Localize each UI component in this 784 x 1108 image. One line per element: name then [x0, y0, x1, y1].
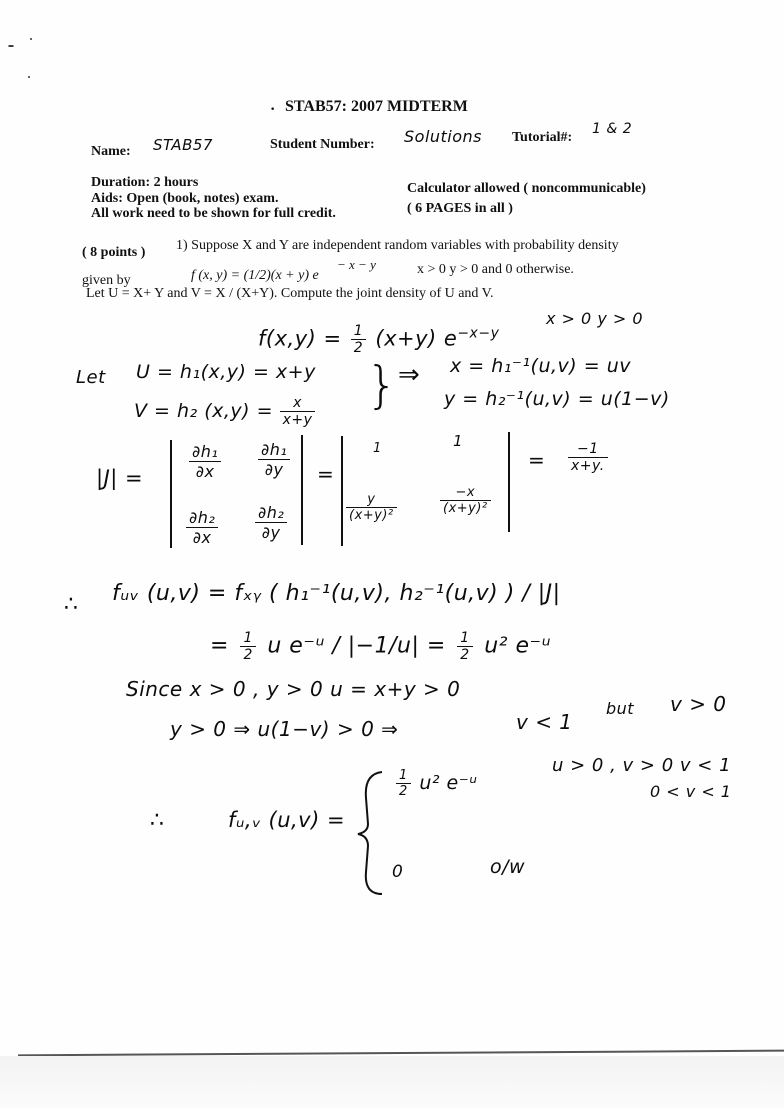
therefore-symbol-1: ∴: [64, 592, 79, 617]
points-label: ( 8 points ): [82, 245, 146, 260]
half-num: 1: [396, 768, 411, 784]
matrix-y-over-sq: [346, 492, 397, 523]
jacobian-result: [568, 441, 608, 474]
joint-density-xy: [258, 323, 499, 356]
therefore-symbol-2: ∴: [150, 808, 165, 833]
tutorial-label: Tutorial#:: [512, 130, 573, 145]
half-den: 2: [399, 784, 408, 799]
since-line: Since x > 0 , y > 0 u = x+y > 0: [126, 677, 461, 701]
final-case-1: [396, 768, 477, 799]
d-y: ∂y: [264, 460, 284, 479]
f-rhs: (x+y) e: [375, 326, 458, 351]
let-label: Let: [76, 367, 106, 388]
matrix-bar-left-2: [341, 436, 343, 546]
question-line-1: 1) Suppose X and Y are independent random variables with probability density: [176, 238, 619, 253]
final-case-2: 0: [392, 862, 404, 882]
jac-res-den: x+y.: [571, 458, 605, 474]
v-less-than-1: v < 1: [516, 710, 573, 734]
aids-text: Aids: Open (book, notes) exam.: [91, 191, 279, 206]
implies-arrow: ⇒: [398, 360, 421, 390]
final-condition-1: u > 0 , v > 0 v < 1: [552, 755, 732, 776]
matrix-bar-right-1: [301, 435, 303, 545]
partial-h1-x: [189, 442, 221, 481]
f-lhs: f(x,y) =: [258, 326, 342, 351]
density-exponent: − x − y: [337, 257, 376, 272]
m-y: y: [346, 492, 397, 508]
d-y: ∂y: [261, 523, 281, 542]
m-negx: −x: [440, 485, 491, 501]
x-inverse: x = h₁⁻¹(u,v) = uv: [450, 355, 631, 377]
support-text: x > 0 y > 0 and 0 otherwise.: [417, 262, 574, 277]
scan-speck: [30, 38, 32, 40]
given-by-text: given by: [82, 273, 131, 288]
brace: }: [366, 356, 399, 414]
name-value: STAB57: [153, 136, 213, 154]
final-density-lhs: fᵤ,ᵥ (u,v) =: [228, 808, 346, 832]
v-den: x+y: [282, 412, 313, 428]
fuv-line2: [210, 630, 551, 663]
v-greater-than-0: v > 0: [670, 692, 727, 716]
v-def-text: V = h₂ (x,y) =: [134, 400, 274, 422]
d-h1: ∂h₁: [258, 440, 290, 460]
half-num: 1: [457, 630, 472, 647]
matrix-bar-right-2: [508, 432, 510, 532]
jacobian-label: |J| =: [96, 466, 144, 490]
fuv-formula: fᵤᵥ (u,v) = fₓᵧ ( h₁⁻¹(u,v), h₂⁻¹(u,v) ) / |J|: [112, 581, 561, 606]
exam-title-bullet: ·: [270, 101, 276, 118]
f-half-den: 2: [353, 340, 364, 356]
fuv-mid: u e⁻ᵘ / |−1/u| =: [267, 633, 446, 659]
tutorial-value: 1 & 2: [592, 121, 633, 137]
u-definition: U = h₁(x,y) = x+y: [136, 361, 316, 383]
d-x: ∂x: [195, 462, 215, 481]
jac-res-num: −1: [568, 441, 608, 458]
d-h2: ∂h₂: [255, 503, 287, 523]
matrix-one-2: 1: [453, 432, 464, 450]
work-text: All work need to be shown for full credit.: [91, 206, 336, 221]
otherwise-label: o/w: [490, 856, 526, 878]
scanner-bed: [0, 1056, 784, 1108]
final-condition-2: 0 < v < 1: [650, 782, 732, 801]
matrix-one-1: 1: [373, 441, 382, 456]
but-word: but: [606, 699, 635, 718]
equals-sign-1: =: [317, 462, 335, 486]
d-h1: ∂h₁: [189, 442, 221, 462]
half-den: 2: [243, 647, 253, 663]
matrix-bar-left-1: [170, 440, 172, 548]
duration-text: Duration: 2 hours: [91, 175, 199, 190]
f-half-num: 1: [351, 323, 366, 340]
student-number-label: Student Number:: [270, 137, 375, 152]
half-num: 1: [240, 630, 255, 647]
partial-h2-x: [186, 508, 218, 547]
y-inverse: y = h₂⁻¹(u,v) = u(1−v): [444, 388, 670, 410]
pages-text: ( 6 PAGES in all ): [407, 201, 513, 216]
fuv-result: u² e⁻ᵘ: [484, 633, 552, 659]
calculator-text: Calculator allowed ( noncommunicable): [407, 181, 646, 196]
equals-sign-2: =: [528, 448, 546, 472]
student-number-value: Solutions: [404, 127, 483, 146]
scan-speck: [28, 76, 30, 78]
name-label: Name:: [91, 144, 131, 159]
matrix-negx-over-sq: [440, 485, 491, 516]
f-exp: −x−y: [457, 325, 500, 342]
partial-h1-y: [258, 440, 290, 479]
final-case-1-expr: u² e⁻ᵘ: [419, 772, 478, 794]
d-h2: ∂h₂: [186, 508, 218, 528]
f-support: x > 0 y > 0: [546, 309, 644, 328]
question-line-3: Let U = X+ Y and V = X / (X+Y). Compute the joint density of U and V.: [86, 286, 494, 301]
v-num: x: [280, 395, 316, 412]
partial-h2-y: [255, 503, 287, 542]
fuv-eq: =: [210, 633, 229, 659]
half-den: 2: [460, 647, 470, 663]
m-xy2: (x+y)²: [349, 508, 394, 523]
piecewise-brace: [352, 768, 388, 898]
m-xy2: (x+y)²: [443, 501, 488, 516]
v-definition: [134, 395, 315, 428]
d-x: ∂x: [192, 528, 212, 547]
scan-speck: [8, 45, 14, 47]
exam-title: STAB57: 2007 MIDTERM: [285, 98, 468, 115]
density-formula: f (x, y) = (1/2)(x + y) e: [191, 268, 319, 283]
y-positive-line: y > 0 ⇒ u(1−v) > 0 ⇒: [170, 717, 399, 741]
